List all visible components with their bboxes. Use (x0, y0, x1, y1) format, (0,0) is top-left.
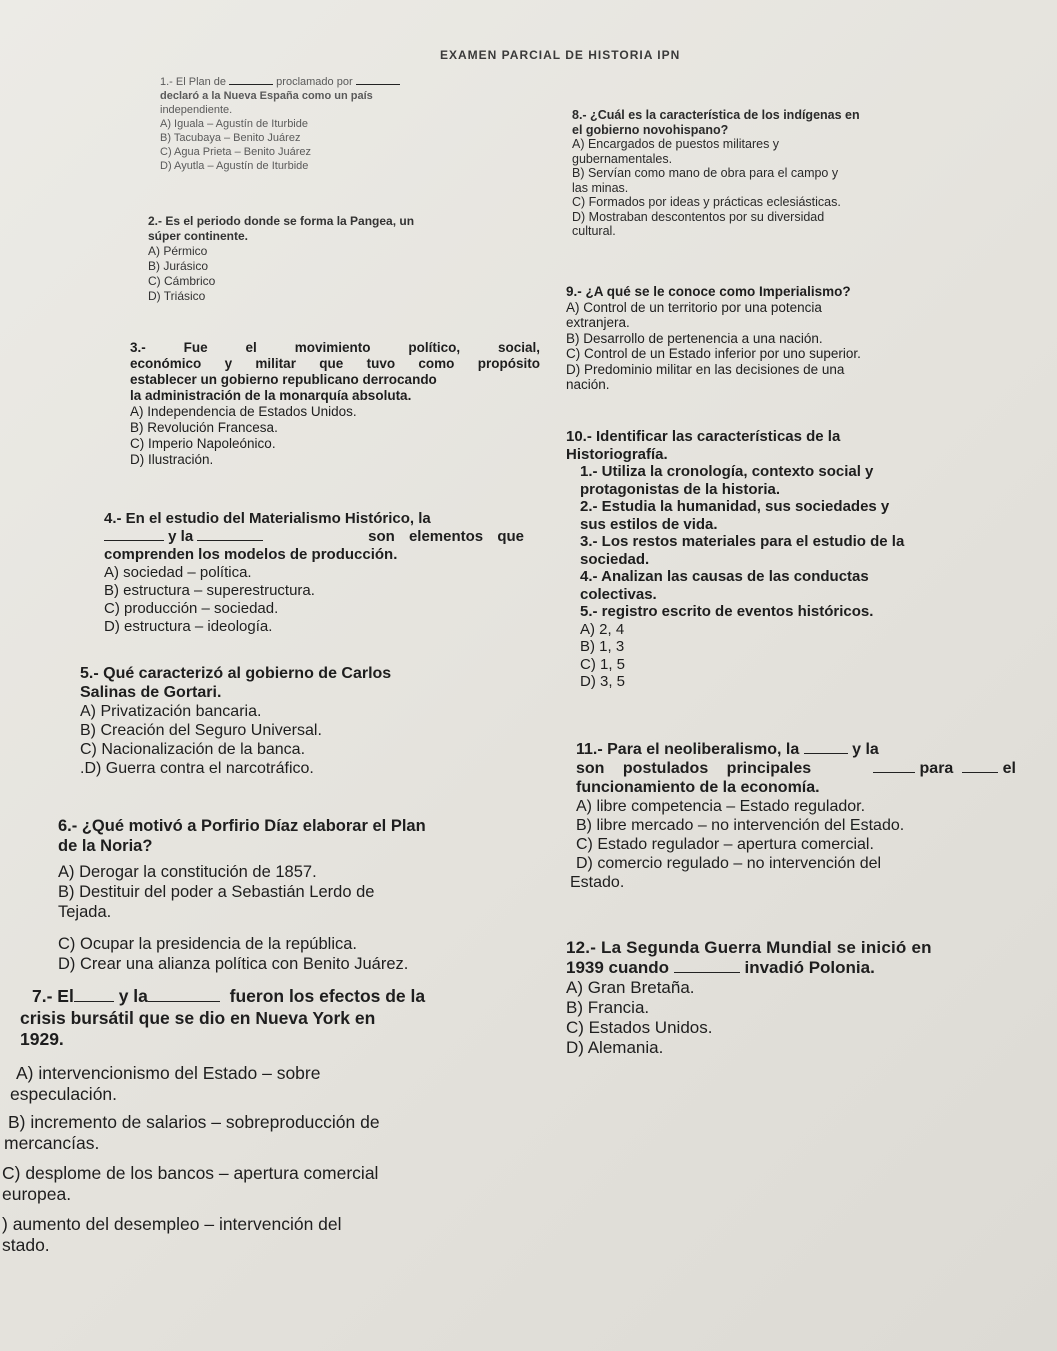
q8-option-d-line-2: cultural. (572, 224, 616, 238)
q7-stem-part-3: fueron los efectos de la (229, 986, 426, 1006)
q9-option-c: C) Control de un Estado inferior por uno superior. (566, 346, 861, 361)
q10-item-2-line-2: sus estilos de vida. (580, 515, 718, 533)
q9-option-a-line-1: A) Control de un territorio por una potencia (566, 299, 822, 315)
q7-option-b-line-2: mercancías. (4, 1133, 100, 1153)
q4-option-a: A) sociedad – política. (104, 564, 252, 581)
q5-option-c: C) Nacionalización de la banca. (80, 741, 306, 758)
q12-stem-part-1: 1939 cuando (566, 958, 669, 977)
q10-stem-line-2: Historiografía. (566, 445, 668, 463)
q3-stem-line-1: 3.- Fue el movimiento político, social, (130, 340, 540, 355)
q10-item-4-line-2: colectivas. (580, 585, 657, 603)
q1-stem-line-3: independiente. (160, 104, 233, 116)
q7-stem-line-2: crisis bursátil que se dio en Nueva York en (20, 1007, 376, 1028)
q11-option-a: A) libre competencia – Estado regulador. (576, 798, 866, 815)
q3-stem-line-4: la administración de la monarquía absoluta. (130, 388, 412, 403)
q7-option-a-line-2: especulación. (10, 1084, 118, 1104)
q7-option-c-line-2: europea. (2, 1184, 72, 1204)
q6-option-b-line-2: Tejada. (58, 903, 112, 921)
q3-stem-line-2: económico y militar que tuvo como propósito (130, 356, 540, 371)
q9-option-d-line-2: nación. (566, 377, 610, 392)
q1-stem-line-2: declaró a la Nueva España como un país (160, 90, 373, 102)
question-10 (566, 428, 986, 691)
q7-blank-1 (74, 1001, 114, 1002)
q5-stem-line-1: 5.- Qué caracterizó al gobierno de Carlos (80, 665, 392, 682)
q2-option-d: D) Triásico (148, 289, 206, 303)
q7-option-a-line-1: A) intervencionismo del Estado – sobre (16, 1062, 321, 1083)
q10-item-5: 5.- registro escrito de eventos históricos. (580, 603, 874, 620)
q7-stem-line-3: 1929. (20, 1029, 64, 1049)
q10-option-a: A) 2, 4 (580, 620, 625, 638)
q11-option-d-line-1: D) comercio regulado – no intervención del (576, 855, 882, 872)
q11-blank-3 (962, 772, 998, 773)
q6-option-c: C) Ocupar la presidencia de la república. (58, 935, 357, 953)
q8-option-b-line-1: B) Servían como mano de obra para el campo y (572, 166, 839, 180)
q11-stem-part-2: y la (852, 741, 879, 758)
q9-option-d-line-1: D) Predominio militar en las decisiones de una (566, 361, 845, 377)
q7-option-d-line-1: ) aumento del desempleo – intervención del (2, 1213, 342, 1234)
q2-option-b: B) Jurásico (148, 259, 209, 273)
q1-blank-2 (356, 84, 400, 85)
q12-option-b: B) Francia. (566, 998, 650, 1017)
q9-stem: 9.- ¿A qué se le conoce como Imperialismo? (566, 284, 851, 299)
q10-item-3-line-1: 3.- Los restos materiales para el estudio de la (580, 533, 905, 550)
question-11 (570, 740, 1016, 892)
q10-option-c: C) 1, 5 (580, 655, 626, 673)
q11-blank-1 (804, 753, 848, 754)
q1-option-b: B) Tacubaya – Benito Juárez (160, 132, 301, 144)
q3-option-c: C) Imperio Napoleónico. (130, 436, 276, 451)
q7-option-d-line-2: stado. (2, 1235, 50, 1255)
q11-stem-part-4: para (919, 760, 954, 777)
q6-option-b-line-1: B) Destituir del poder a Sebastián Lerdo de (58, 883, 375, 901)
q11-option-c: C) Estado regulador – apertura comercial. (576, 836, 874, 853)
q8-option-b-line-2: las minas. (572, 180, 629, 195)
q3-option-d: D) Ilustración. (130, 452, 214, 467)
q5-option-d: .D) Guerra contra el narcotráfico. (80, 760, 314, 777)
q10-item-4-line-1: 4.- Analizan las causas de las conductas (580, 568, 869, 585)
q10-stem-line-1: 10.- Identificar las características de la (566, 428, 841, 445)
q4-option-c: C) producción – sociedad. (104, 600, 279, 617)
q10-item-1-line-1: 1.- Utiliza la cronología, contexto social y (580, 463, 874, 480)
q1-option-a: A) Iguala – Agustín de Iturbide (160, 118, 308, 130)
q11-stem-part-1: 11.- Para el neoliberalismo, la (576, 741, 800, 758)
q10-item-2-line-1: 2.- Estudia la humanidad, sus sociedades y (580, 498, 890, 515)
q12-blank (674, 972, 740, 973)
q8-stem-line-1: 8.- ¿Cuál es la característica de los indígenas en (572, 108, 860, 122)
q8-option-a-line-1: A) Encargados de puestos militares y (572, 137, 780, 151)
question-3 (130, 340, 540, 468)
q4-option-b: B) estructura – superestructura. (104, 582, 315, 599)
q12-option-a: A) Gran Bretaña. (566, 978, 695, 997)
q6-option-d: D) Crear una alianza política con Benito Juárez. (58, 955, 409, 973)
q4-option-d: D) estructura – ideología. (104, 618, 273, 635)
q6-stem-line-1: 6.- ¿Qué motivó a Porfirio Díaz elaborar el Plan (58, 817, 426, 835)
q2-option-c: C) Cámbrico (148, 274, 216, 288)
q11-stem-part-3: son postulados principales (576, 760, 812, 777)
q1-blank-1 (229, 84, 273, 85)
question-5 (80, 664, 520, 778)
q3-stem-line-3: establecer un gobierno republicano derrocando (130, 372, 437, 387)
q3-option-b: B) Revolución Francesa. (130, 420, 278, 435)
q7-option-c-line-1: C) desplome de los bancos – apertura comercial (2, 1162, 379, 1183)
q11-option-b: B) libre mercado – no intervención del Estado. (576, 817, 905, 834)
q12-stem-part-2: invadió Polonia. (744, 958, 875, 977)
q1-option-c: C) Agua Prieta – Benito Juárez (160, 146, 312, 158)
q10-item-3-line-2: sociedad. (580, 550, 650, 568)
q7-option-b-line-1: B) incremento de salarios – sobreproducción de (8, 1111, 380, 1132)
q11-stem-part-5: el (1002, 760, 1016, 777)
q3-option-a: A) Independencia de Estados Unidos. (130, 404, 357, 419)
q2-stem-line-2: súper continente. (148, 229, 249, 243)
q12-stem-line-1: 12.- La Segunda Guerra Mundial se inició en (566, 938, 932, 957)
q5-option-b: B) Creación del Seguro Universal. (80, 722, 322, 739)
q2-stem-line-1: 2.- Es el periodo donde se forma la Pangea, un (148, 214, 415, 228)
q11-blank-2 (873, 772, 915, 773)
question-2 (148, 214, 548, 304)
q4-stem-part-2: son elementos que (368, 528, 524, 545)
q4-blank-2 (197, 540, 263, 541)
q4-stem-line-1: 4.- En el estudio del Materialismo Histórico, la (104, 510, 431, 527)
q7-blank-2 (148, 1001, 220, 1002)
question-4 (104, 510, 524, 636)
q5-option-a: A) Privatización bancaria. (80, 703, 262, 720)
q5-stem-line-2: Salinas de Gortari. (80, 684, 222, 701)
q1-stem-part-1: 1.- El Plan de (160, 76, 227, 88)
q11-option-d-line-2: Estado. (570, 874, 625, 891)
question-9 (566, 284, 996, 393)
q4-stem-line-3: comprenden los modelos de producción. (104, 546, 398, 563)
q10-item-1-line-2: protagonistas de la historia. (580, 480, 781, 498)
q4-blank-1 (104, 540, 164, 541)
q1-stem-part-2: proclamado por (276, 76, 353, 88)
question-1 (160, 75, 520, 173)
q7-stem-part-1: 7.- El (32, 986, 74, 1006)
question-8 (572, 108, 1002, 239)
q11-stem-line-3: funcionamiento de la economía. (576, 779, 820, 796)
q10-option-b: B) 1, 3 (580, 638, 625, 655)
q7-stem-part-2: y la (118, 986, 148, 1006)
question-7 (2, 986, 502, 1257)
q8-option-c: C) Formados por ideas y prácticas eclesiásticas. (572, 195, 841, 209)
q12-option-d: D) Alemania. (566, 1038, 664, 1057)
q2-option-a: A) Pérmico (148, 244, 208, 258)
q9-option-a-line-2: extranjera. (566, 315, 630, 330)
q8-option-a-line-2: gubernamentales. (572, 151, 673, 166)
q9-option-b: B) Desarrollo de pertenencia a una nación. (566, 330, 823, 346)
q12-option-c: C) Estados Unidos. (566, 1018, 713, 1037)
q1-option-d: D) Ayutla – Agustín de Iturbide (160, 160, 309, 172)
exam-title: EXAMEN PARCIAL DE HISTORIA IPN (440, 48, 681, 62)
q8-stem-line-2: el gobierno novohispano? (572, 122, 729, 137)
q6-option-a: A) Derogar la constitución de 1857. (58, 863, 317, 881)
question-12 (566, 938, 1026, 1058)
q4-stem-part-1: y la (168, 528, 194, 545)
question-6 (58, 816, 538, 974)
q8-option-d-line-1: D) Mostraban descontentos por su diversidad (572, 209, 825, 224)
q6-stem-line-2: de la Noria? (58, 837, 153, 855)
q10-option-d: D) 3, 5 (580, 673, 626, 690)
